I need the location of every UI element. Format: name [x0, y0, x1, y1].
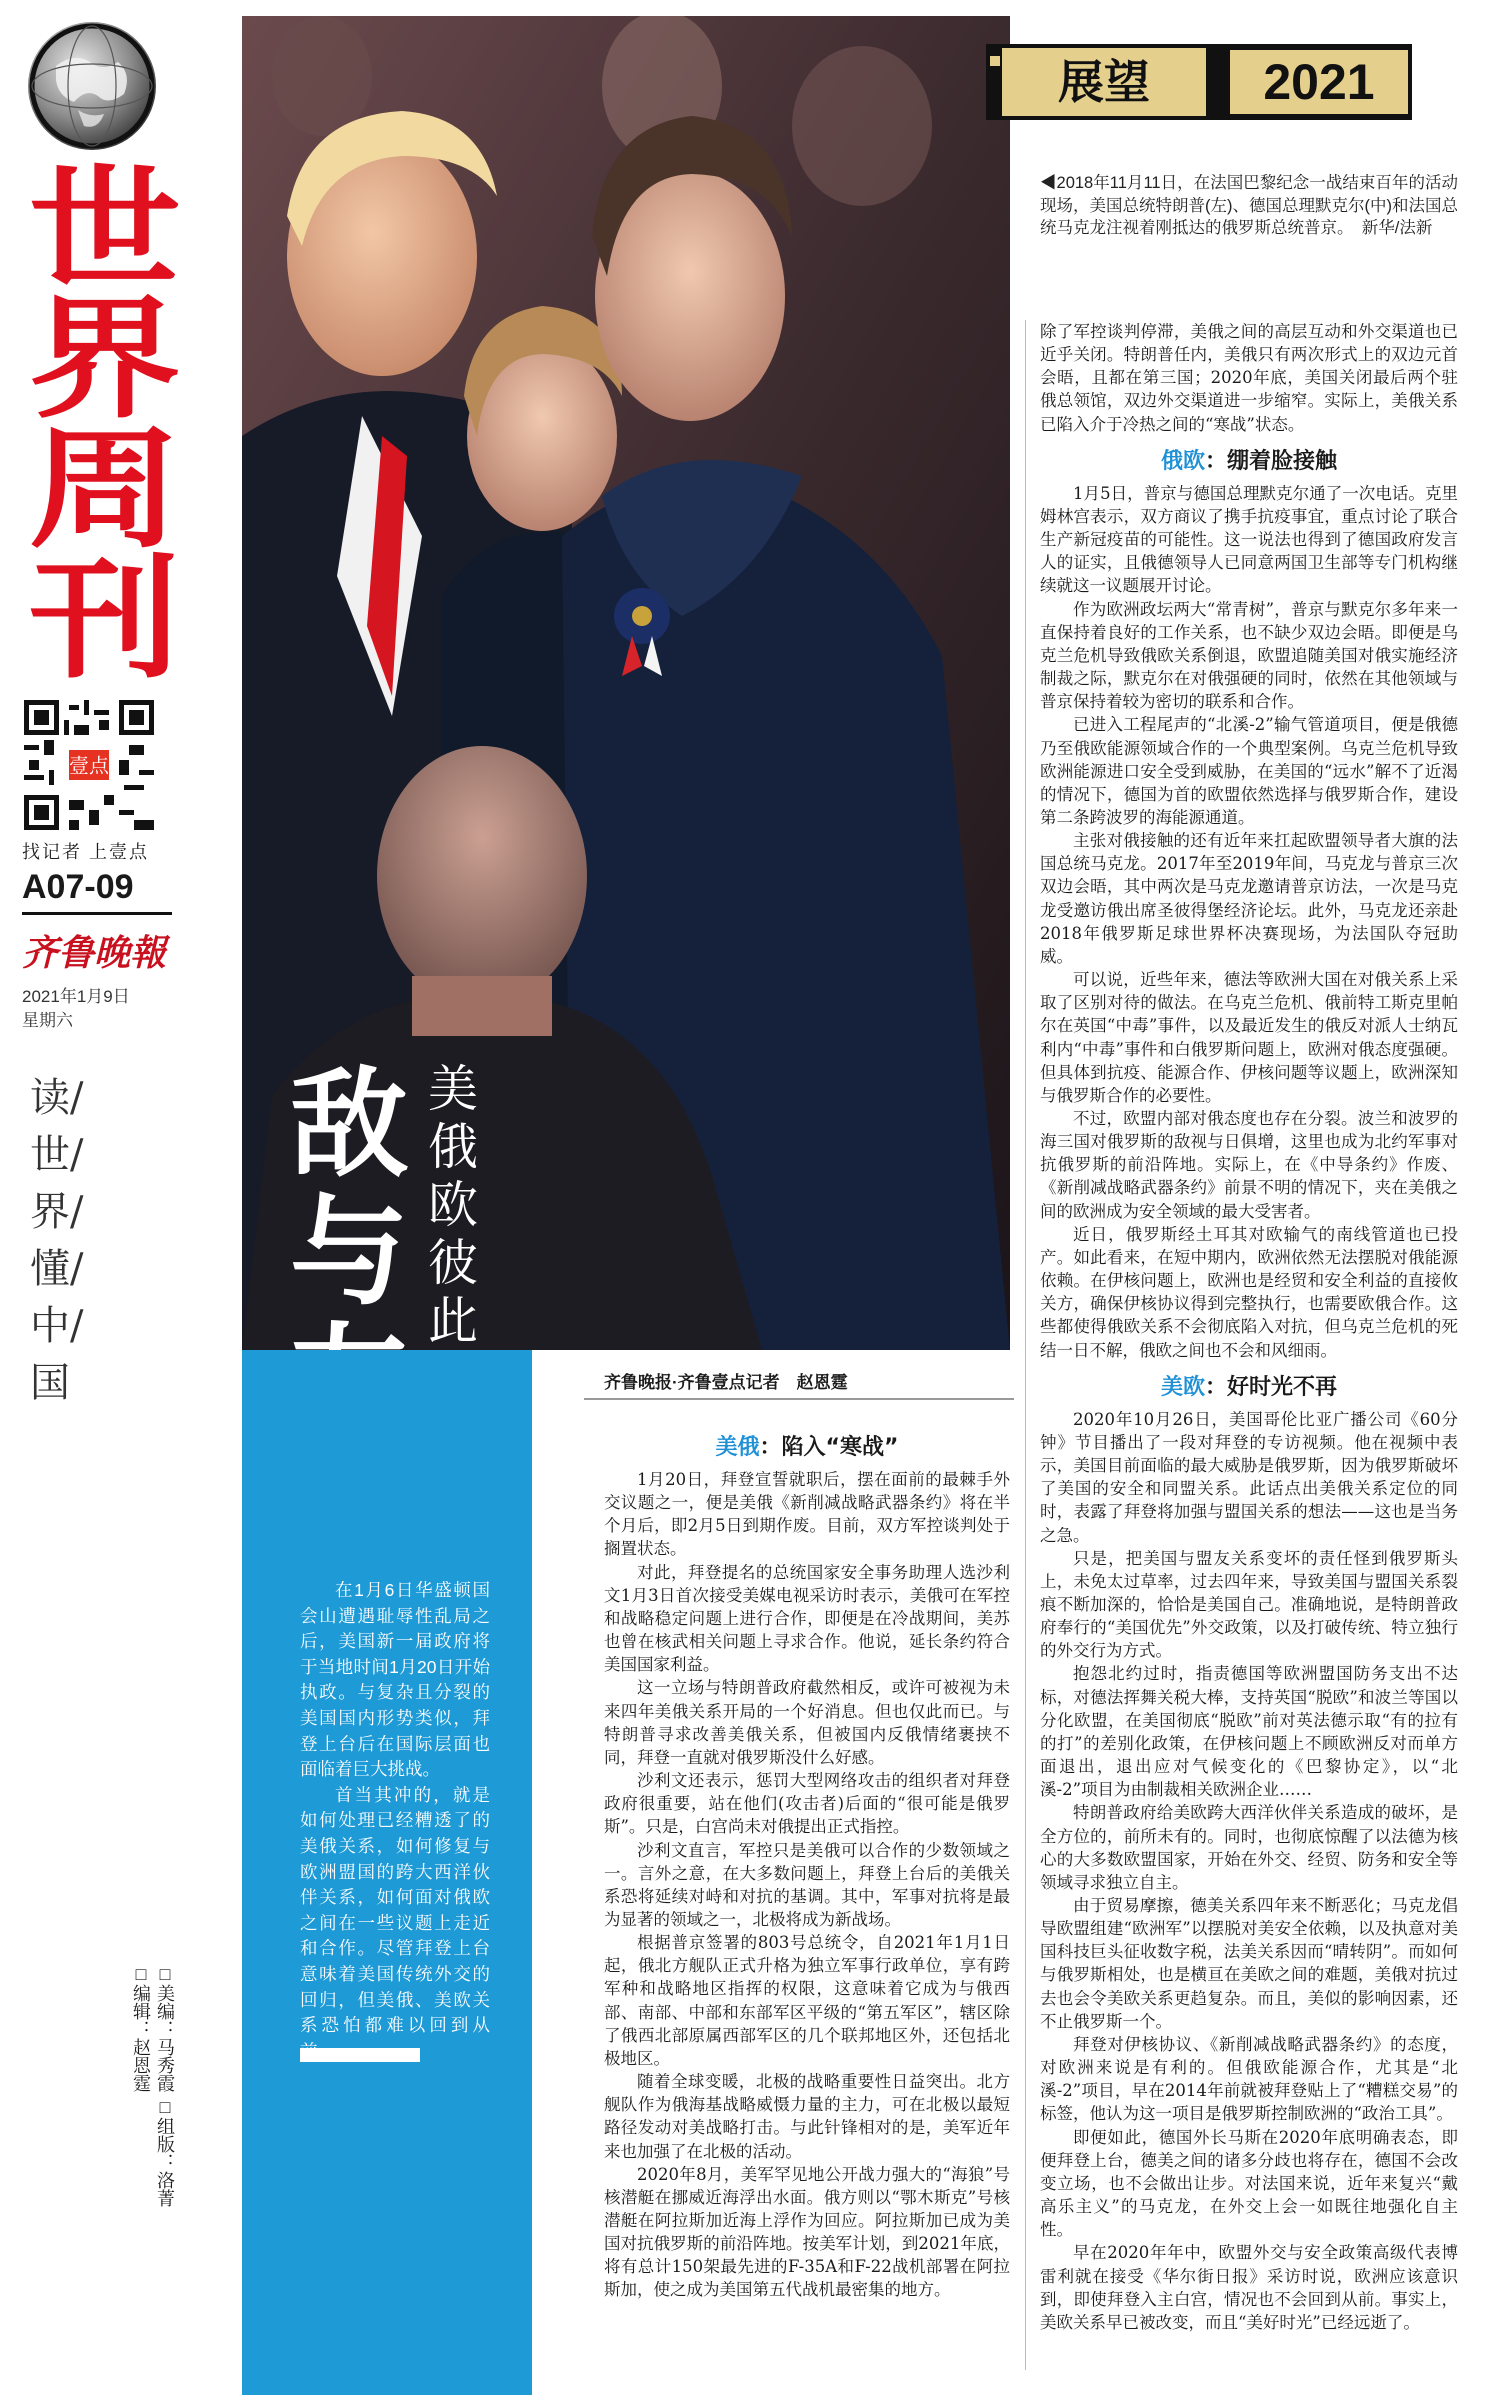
newspaper-logo: 齐鲁晚報	[22, 932, 167, 974]
issue-date: 2021年1月9日	[22, 987, 130, 1006]
issue-weekday: 星期六	[22, 1011, 73, 1030]
paragraph: 这一立场与特朗普政府截然相反，或许可被视为未来四年美俄关系开局的一个好消息。但也仅此而已。与特朗普寻求改善美俄关系，但被国内反俄情绪裹挟不同，拜登一直就对俄罗斯没什么好感。	[604, 1678, 1010, 1767]
svg-text:壹点: 壹点	[69, 753, 109, 778]
byline-divider	[584, 1398, 1014, 1400]
masthead-slogan: 读/世/界/懂/中/国	[30, 1075, 84, 1406]
photo-caption: ◀2018年11月11日，在法国巴黎纪念一战结束百年的活动现场，美国总统特朗普(左)、德国总理默克尔(中)和法国总统马克龙注视着刚抵达的俄罗斯总统普京。 新华/法新	[1040, 174, 1458, 237]
paragraph: 可以说，近些年来，德法等欧洲大国在对俄关系上采取了区别对待的做法。在乌克兰危机、俄前特工斯克里帕尔在英国“中毒”事件，以及最近发生的俄反对派人士纳瓦利内“中毒”事件和白俄罗斯问题上，欧洲对俄态度强硬。但具体到抗疫、能源合作、伊核问题等议题上，欧洲深知与俄罗斯合作的必要性。	[1040, 970, 1458, 1105]
article-column-middle	[604, 1428, 1010, 2378]
paragraph: 除了军控谈判停滞，美俄之间的高层互动和外交渠道也已近乎关闭。特朗普任内，美俄只有两次形式上的双边元首会晤，且都在第三国；2020年底，美国关闭最后两个驻俄总领馆，双边外交渠道进一步缩窄。实际上，美俄关系已陷入介于冷热之间的“寒战”状态。	[1040, 322, 1458, 434]
paragraph: 即便如此，德国外长马斯在2020年底明确表态，即便拜登上台，德美之间的诸多分歧也将存在，德国不会改变立场，也不会做出让步。对法国来说，近年来复兴“戴高乐主义”的马克龙，在外交上会一如既往地强化自主性。	[1040, 2127, 1458, 2240]
paragraph: 2020年10月26日，美国哥伦比亚广播公司《60分钟》节目播出了一段对拜登的专访视频。他在视频中表示，美国目前面临的最大威胁是俄罗斯，因为俄罗斯破坏了美国的安全和同盟关系。此话点出美俄关系定位的同时，表露了拜登将加强与盟国关系的想法——这也是当务之急。	[1040, 1409, 1458, 1545]
paragraph: 2020年8月，美军罕见地公开战力强大的“海狼”号核潜艇在挪威近海浮出水面。俄方则以“鄂木斯克”号核潜艇在阿拉斯加近海上浮作为回应。阿拉斯加已成为美国对抗俄罗斯的前沿阵地。按美军计划，到2021年底，将有总计150架最先进的F-35A和F-22战机部署在阿拉斯加，使之成为美国第五代战机最密集的地方。	[604, 2164, 1010, 2300]
page-number: A07-09	[22, 868, 134, 906]
article-column-right	[1040, 320, 1458, 2370]
banner-year: 2021	[1230, 50, 1408, 114]
paragraph: 特朗普政府给美欧跨大西洋伙伴关系造成的破坏，是全方位的，前所未有的。同时，也彻底惊醒了以法德为核心的大多数欧盟国家，开始在外交、经贸、防务和安全等领域寻求独立自主。	[1040, 1803, 1458, 1892]
paragraph: 近日，俄罗斯经土耳其对欧输气的南线管道也已投产。如此看来，在短中期内，欧洲依然无法摆脱对俄能源依赖。在伊核问题上，欧洲也是经贸和安全利益的直接攸关方，确保伊核协议得到完整执行，也需要欧俄合作。这些都使得俄欧关系不会彻底陷入对抗，但乌克兰危机的死结一日不解，俄欧之间也不会和风细雨。	[1040, 1224, 1458, 1360]
masthead-title-char-4: 刊	[28, 543, 177, 697]
paragraph: 沙利文直言，军控只是美俄可以合作的少数领域之一。言外之意，在大多数问题上，拜登上台后的美俄关系恐将延续对峙和对抗的基调。其中，军事对抗将是最为显著的领域之一，北极将成为新战场。	[604, 1840, 1010, 1929]
masthead-divider	[22, 912, 172, 915]
paragraph: 不过，欧盟内部对俄态度也存在分裂。波兰和波罗的海三国对俄罗斯的敌视与日俱增，这里也成为北约军事对抗俄罗斯的前沿阵地。实际上，在《中导条约》作废、《新削减战略武器条约》前景不明的情况下，夹在美俄之间的欧洲成为安全领域的最大受害者。	[1040, 1109, 1458, 1221]
masthead-title-char-1: 世	[28, 153, 177, 307]
byline: 齐鲁晚报·齐鲁壹点记者 赵恩霆	[604, 1373, 848, 1392]
section-heading-us-russia: 美俄：陷入“寒战”	[715, 1435, 899, 1460]
paragraph: 沙利文还表示，惩罚大型网络攻击的组织者对拜登政府很重要，站在他们(攻击者)后面的“很可能是俄罗斯”。只是，白宫尚未对俄提出正式指控。	[604, 1771, 1010, 1837]
paragraph: 主张对俄接触的还有近年来扛起欧盟领导者大旗的法国总统马克龙。2017年至2019年间，马克龙与普京三次双边会晤，其中两次是马克龙邀请普京访法，一次是马克龙受邀访俄出席圣彼得堡经济论坛。此外，马克龙还亲赴2018年俄罗斯足球世界杯决赛现场，为法国队夺冠助威。	[1040, 831, 1458, 966]
paragraph: 作为欧洲政坛两大“常青树”，普京与默克尔多年来一直保持着良好的工作关系，也不缺少双边会晤。即便是乌克兰危机导致俄欧关系倒退，欧盟追随美国对俄实施经济制裁之际，默克尔在对俄强硬的同时，依然在其他领域与普京保持着较为密切的联系和合作。	[1040, 599, 1458, 712]
section-heading-us-europe: 美欧：好时光不再	[1160, 1374, 1338, 1400]
paragraph: 对此，拜登提名的总统国家安全事务助理人选沙利文1月3日首次接受美媒电视采访时表示，美俄可在军控和战略稳定问题上进行合作，即便是在冷战期间，美苏也曾在核武相关问题上寻求合作。他说，延长条约符合美国国家利益。	[604, 1562, 1010, 1675]
paragraph: 由于贸易摩擦，德美关系四年来不断恶化；马克龙倡导欧盟组建“欧洲军”以摆脱对美安全依赖，以及执意对美国科技巨头征收数字税，法美关系因而“晴转阴”。而如何与俄罗斯相处，也是横亘在美欧之间的难题，美俄对抗过去也会令美欧关系更趋复杂。而且，美似的影响因素，还不止俄罗斯一个。	[1040, 1896, 1458, 2031]
headline-sub: 美俄欧彼此	[428, 1060, 478, 1350]
paragraph: 拜登对伊核协议、《新削减战略武器条约》的态度，对欧洲来说是有利的。但俄欧能源合作，尤其是“北溪-2”项目，早在2014年前就被拜登贴上了“糟糕交易”的标签，他认为这一项目是俄罗斯控制欧洲的“政治工具”。	[1040, 2034, 1458, 2124]
qr-caption: 找记者 上壹点	[22, 842, 150, 862]
banner-square-icon	[990, 56, 1000, 66]
banner-column-name: 展望	[1002, 48, 1206, 116]
paragraph: 1月20日，拜登宣誓就职后，摆在面前的最棘手外交议题之一，便是美俄《新削减战略武器条约》将在半个月后，即2月5日到期作废。目前，双方军控谈判处于搁置状态。	[604, 1470, 1010, 1559]
masthead-title-char-3: 周	[28, 413, 177, 567]
lead-text	[300, 1578, 490, 2064]
column-divider	[1025, 320, 1026, 2370]
paragraph: 已进入工程尾声的“北溪-2”输气管道项目，便是俄德乃至俄欧能源领域合作的一个典型案例。乌克兰危机导致欧洲能源进口安全受到威胁，在美国的“远水”解不了近渴的情况下，德国为首的欧盟依然选择与俄罗斯合作，建设第二条跨波罗的海能源通道。	[1040, 715, 1458, 827]
section-heading-russia-europe: 俄欧：绷着脸接触	[1160, 448, 1338, 474]
lead-paragraph-1: 在1月6日华盛顿国会山遭遇耻辱性乱局之后，美国新一届政府将于当地时间1月20日开始执政。与复杂且分裂的美国国内形势类似，拜登上台后在国际层面也面临着巨大挑战。	[300, 1580, 490, 1780]
paragraph: 根据普京签署的803号总统令，自2021年1月1日起，俄北方舰队正式升格为独立军事行政单位，享有跨军种和战略地区指挥的权限，这意味着它成为与俄西部、南部、中部和东部军区平级的“第五军区”，辖区除了俄西北部原属西部军区的几个联邦地区外，还包括北极地区。	[604, 1933, 1010, 2068]
qr-code[interactable]	[24, 700, 154, 830]
paragraph: 随着全球变暖，北极的战略重要性日益突出。北方舰队作为俄海基战略威慑力量的主力，可在北极以最短路径发动对美战略打击。与此针锋相对的是，美军近年来也加强了在北极的活动。	[604, 2072, 1010, 2161]
editor-credits-2: □编辑：赵恩霆	[131, 1964, 151, 2092]
masthead-title-char-2: 界	[28, 283, 177, 437]
paragraph: 抱怨北约过时，指责德国等欧洲盟国防务支出不达标，对德法挥舞关税大棒，支持英国“脱欧”和波兰等国以分化欧盟，在美国彻底“脱欧”前对英法德示取“有的拉有的打”的差别化政策，在伊核问题上不顾欧洲反对而单方面退出，退出应对气候变化的《巴黎协定》，以“北溪-2”项目为由制裁相关欧洲企业……	[1040, 1664, 1458, 1800]
paragraph: 早在2020年年中，欧盟外交与安全政策高级代表博雷利就在接受《华尔街日报》采访时说，欧洲应该意识到，即使拜登入主白宫，情况也不会回到从前。事实上，美欧关系早已被改变，而且“美好时光”已经远逝了。	[1040, 2243, 1458, 2332]
lead-paragraph-2: 首当其冲的，就是如何处理已经糟透了的美俄关系，如何修复与欧洲盟国的跨大西洋伙伴关系，如何面对俄欧之间在一些议题上走近和合作。尽管拜登上台意味着美国传统外交的回归，但美俄、美欧关系恐怕都难以回到从	[300, 1784, 490, 2036]
globe-logo-icon	[28, 22, 156, 150]
paragraph: 1月5日，普京与德国总理默克尔通了一次电话。克里姆林宫表示，双方商议了携手抗疫事宜，重点讨论了联合生产新冠疫苗的可能性。这一说法也得到了德国政府发言人的证实，且俄德领导人已同意两国卫生部等专门机构继续就这一议题展开讨论。	[1040, 483, 1458, 596]
editor-credits: □美编：马秀霞 □组版：洛菁	[155, 1964, 175, 2208]
lead-box-bar	[300, 2048, 420, 2062]
headline-main: 敌与	[290, 1055, 409, 1321]
paragraph: 只是，把美国与盟友关系变坏的责任怪到俄罗斯头上，未免太过草率，过去四年来，导致美国与盟国关系裂痕不断加深的，恰恰是美国自己。准确地说，是特朗普政府奉行的“美国优先”外交政策，以及打破传统、特立独行的外交行为方式。	[1040, 1548, 1458, 1661]
